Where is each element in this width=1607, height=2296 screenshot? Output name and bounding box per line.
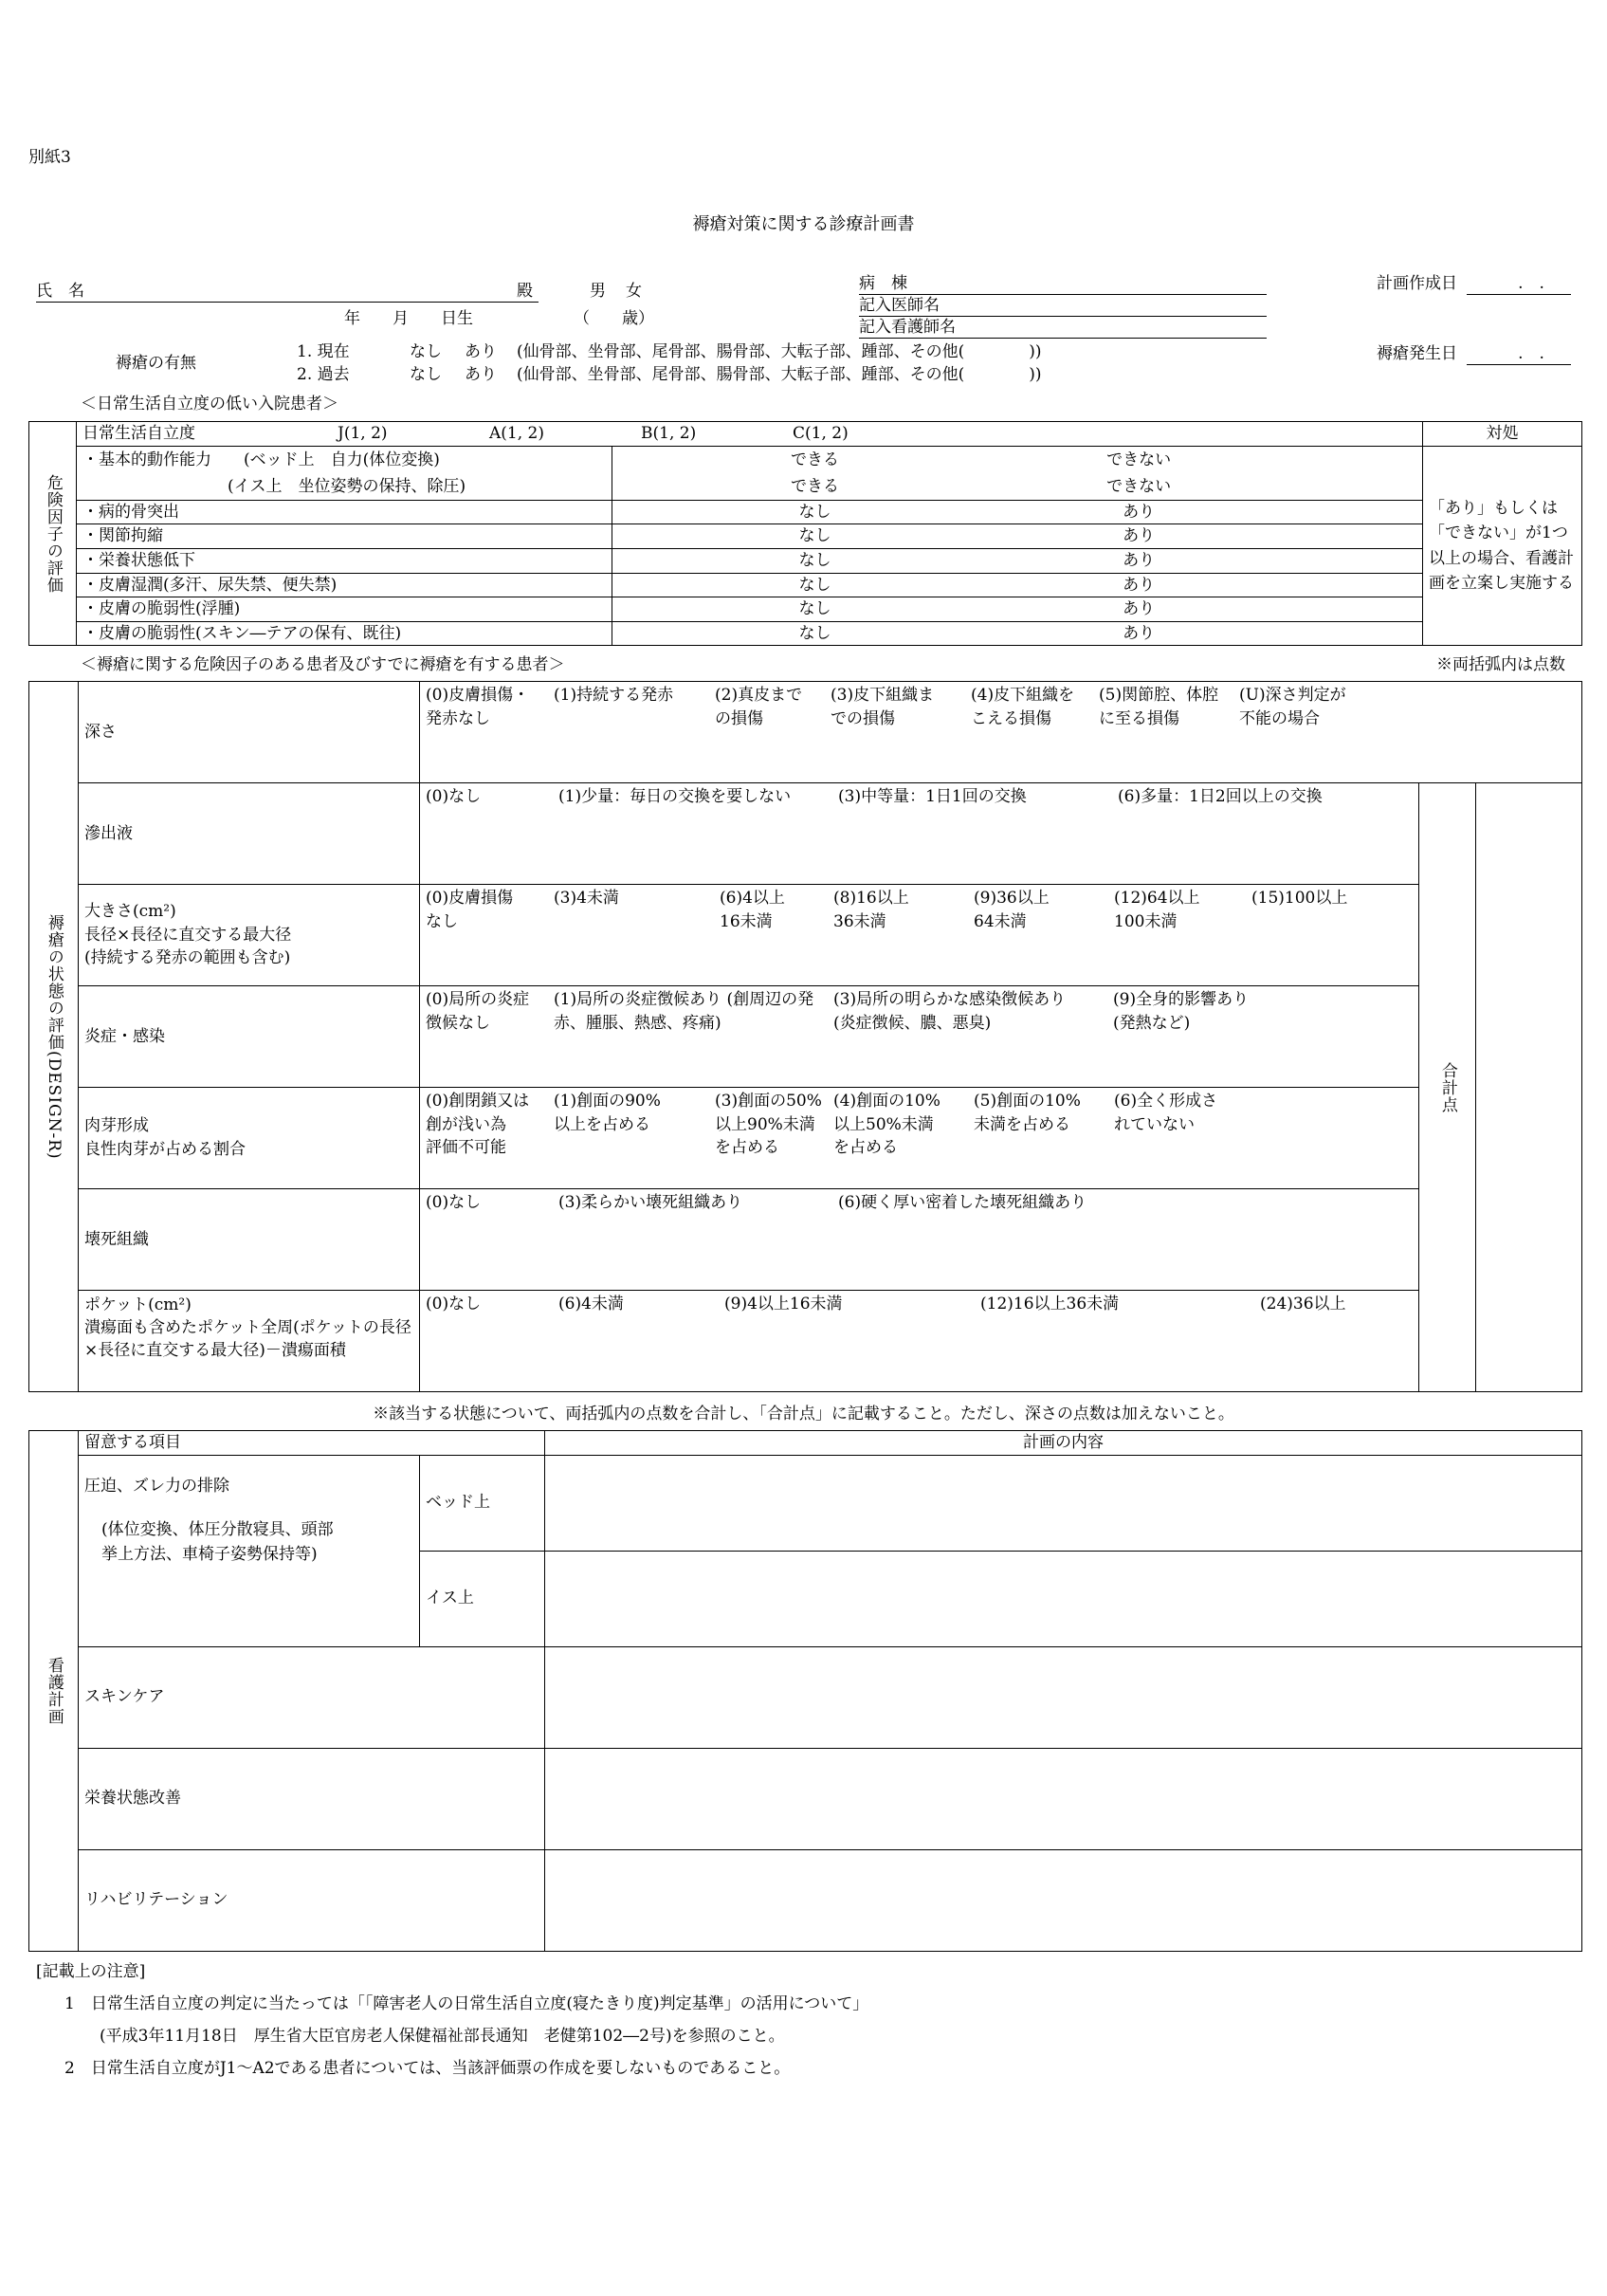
level-c[interactable]: C(1, 2) — [793, 424, 849, 443]
depth-option[interactable]: (0)皮膚損傷・ 発赤なし — [426, 686, 530, 728]
plan-date-field[interactable] — [1467, 294, 1571, 295]
granulation-option[interactable]: (0)創閉鎖又は 創が浅い為 評価不可能 — [426, 1092, 530, 1158]
onset-date-label: 褥瘡発生日 — [1377, 344, 1457, 363]
depth-option[interactable]: (2)真皮まで の損傷 — [715, 686, 803, 728]
chair-label: イス上 — [420, 1551, 545, 1646]
basic-motion-bed-label: ・基本的動作能力 (ベッド上 自力(体位変換) — [82, 450, 440, 469]
depth-option[interactable]: (4)皮下組織を こえる損傷 — [971, 686, 1075, 728]
past-present[interactable]: あり — [465, 365, 497, 384]
exudate-option[interactable]: (0)なし — [426, 787, 482, 806]
inflammation-options — [420, 986, 1419, 1088]
level-b[interactable]: B(1, 2) — [641, 424, 697, 443]
basic-motion-options — [612, 446, 1423, 500]
exudate-option[interactable]: (3)中等量：1日1回の交換 — [838, 787, 1027, 806]
exudate-option[interactable]: (1)少量：毎日の交換を要しない — [558, 787, 792, 806]
bed-label: ベッド上 — [420, 1455, 545, 1551]
exudate-option[interactable]: (6)多量：1日2回以上の交換 — [1118, 787, 1323, 806]
plan-content-header: 計画の内容 — [545, 1431, 1582, 1456]
skin-tear-label: ・皮膚の脆弱性(スキン―テアの保有、既往) — [77, 621, 612, 646]
section1-caption: ＜日常生活自立度の低い入院患者＞ — [81, 395, 338, 413]
action-text: 「あり」もしくは「できない」が1つ以上の場合、看護計画を立案し実施する — [1423, 446, 1582, 646]
necrotic-tissue-label: 壊死組織 — [79, 1189, 420, 1291]
level-a[interactable]: A(1, 2) — [489, 424, 544, 443]
exudate-label: 滲出液 — [79, 783, 420, 885]
design-r-footnote: ※該当する状態について、両括弧内の点数を合計し、「合計点」に記載すること。ただし、深さの点数は加えないこと。 — [373, 1405, 1234, 1424]
granulation-option[interactable]: (4)創面の10% 以上50%未満 を占める — [833, 1092, 940, 1158]
adl-level-label: 日常生活自立度 — [82, 424, 195, 443]
onset-date-field[interactable] — [1467, 364, 1571, 365]
risk-factor-side-label: 危険因子の評価 — [29, 422, 77, 646]
note-2: 2 日常生活自立度がJ1～A2である患者については、当該評価票の作成を要しないものであること。 — [64, 2059, 791, 2078]
granulation-option[interactable]: (5)創面の10% 未満を占める — [974, 1092, 1081, 1134]
design-r-side-label: 褥瘡の状態の評価(DESIGN-R) — [29, 682, 79, 1392]
age-label: （ 歳） — [574, 309, 654, 328]
bone-protrusion-none[interactable]: なし — [798, 502, 831, 522]
nutrition-plan-field[interactable] — [545, 1748, 1582, 1849]
nurse-label: 記入看護師名 — [859, 318, 956, 337]
size-option[interactable]: (6)4以上 16未満 — [720, 889, 785, 931]
name-label: 氏 名 — [36, 282, 84, 301]
depth-option[interactable]: (U)深さ判定が 不能の場合 — [1239, 686, 1346, 728]
joint-contracture-none[interactable]: なし — [798, 526, 831, 546]
sex-female[interactable]: 女 — [626, 282, 642, 301]
level-j[interactable]: J(1, 2) — [338, 424, 388, 443]
necrotic-option[interactable]: (0)なし — [426, 1193, 482, 1212]
depth-option[interactable]: (1)持続する発赤 — [554, 686, 674, 705]
plan-date-label: 計画作成日 — [1377, 274, 1457, 293]
basic-motion-label — [77, 446, 612, 500]
past-none[interactable]: なし — [410, 365, 442, 384]
name-field[interactable] — [36, 302, 539, 303]
section2-note: ※両括弧内は点数 — [1436, 655, 1565, 674]
pocket-option[interactable]: (24)36以上 — [1260, 1295, 1346, 1313]
necrotic-option[interactable]: (6)硬く厚い密着した壊死組織あり — [838, 1193, 1087, 1212]
skin-tear-present[interactable]: あり — [1123, 623, 1156, 643]
depth-label: 深さ — [79, 682, 420, 783]
nutrition-decline-present[interactable]: あり — [1123, 550, 1156, 570]
current-present[interactable]: あり — [465, 342, 497, 361]
skin-fragility-edema-none[interactable]: なし — [798, 599, 831, 619]
current-none[interactable]: なし — [410, 342, 442, 361]
skin-care-label: スキンケア — [79, 1646, 545, 1748]
bed-can[interactable]: できる — [791, 450, 839, 469]
skin-moisture-present[interactable]: あり — [1123, 575, 1156, 595]
inflammation-label: 炎症・感染 — [79, 986, 420, 1088]
necrotic-tissue-options — [420, 1189, 1419, 1291]
size-option[interactable]: (8)16以上 36未満 — [833, 889, 909, 931]
size-options — [420, 885, 1419, 986]
basic-motion-chair-label: (イス上 坐位姿勢の保持、除圧) — [82, 476, 466, 496]
pocket-label: ポケット(cm²) 潰瘍面も含めたポケット全周(ポケットの長径×長径に直交する最大径)－潰瘍面積 — [79, 1291, 420, 1392]
granulation-options — [420, 1088, 1419, 1189]
chair-plan-field[interactable] — [545, 1551, 1582, 1646]
birth-date-label: 年 月 日生 — [344, 309, 473, 328]
section2-caption: ＜褥瘡に関する危険因子のある患者及びすでに褥瘡を有する患者＞ — [81, 655, 565, 674]
exudate-options — [420, 783, 1419, 885]
bed-cannot[interactable]: できない — [1106, 450, 1172, 469]
bed-plan-field[interactable] — [545, 1455, 1582, 1551]
nursing-plan-side-label: 看護計画 — [29, 1431, 79, 1952]
size-option[interactable]: (12)64以上 100未満 — [1114, 889, 1200, 931]
inflammation-option[interactable]: (9)全身的影響あり (発熱など) — [1113, 990, 1250, 1033]
granulation-option[interactable]: (6)全く形成さ れていない — [1114, 1092, 1218, 1134]
nursing-plan-table — [28, 1430, 1582, 1952]
pressure-sore-presence-label: 褥瘡の有無 — [116, 354, 196, 373]
current-sites: (仙骨部、坐骨部、尾骨部、腸骨部、大転子部、踵部、その他( )) — [517, 342, 1042, 361]
joint-contracture-present[interactable]: あり — [1123, 526, 1156, 546]
nutrition-improvement-label: 栄養状態改善 — [79, 1748, 545, 1849]
skin-fragility-edema-present[interactable]: あり — [1123, 599, 1156, 619]
notes-heading: [記載上の注意] — [36, 1962, 146, 1981]
nutrition-decline-label: ・栄養状態低下 — [77, 548, 612, 573]
pocket-option[interactable]: (12)16以上36未満 — [980, 1295, 1120, 1313]
rehabilitation-plan-field[interactable] — [545, 1849, 1582, 1951]
chair-can[interactable]: できる — [791, 476, 839, 496]
size-option[interactable]: (3)4未満 — [554, 889, 619, 908]
pocket-option[interactable]: (6)4未満 — [558, 1295, 624, 1313]
current-label: 1. 現在 — [297, 342, 350, 361]
sex-male[interactable]: 男 — [590, 282, 606, 301]
size-label: 大きさ(cm²) 長径×長径に直交する最大径 (持続する発赤の範囲も含む) — [79, 885, 420, 986]
pressure-relief-sub: (体位変換、体圧分散寝具、頭部 挙上方法、車椅子姿勢保持等) — [101, 1520, 334, 1564]
depth-options — [420, 682, 1582, 783]
size-option[interactable]: (0)皮膚損傷 なし — [426, 889, 514, 931]
chair-cannot[interactable]: できない — [1106, 476, 1172, 496]
attachment-label: 別紙3 — [28, 148, 71, 167]
granulation-label: 肉芽形成 良性肉芽が占める割合 — [79, 1088, 420, 1189]
total-score-label: 合計点 — [1419, 783, 1476, 1392]
pocket-options — [420, 1291, 1419, 1392]
depth-option[interactable]: (5)関節腔、体腔 に至る損傷 — [1099, 686, 1219, 728]
skin-moisture-label: ・皮膚湿潤(多汗、尿失禁、便失禁) — [77, 573, 612, 597]
note-1-continued: (平成3年11月18日 厚生省大臣官房老人保健福祉部長通知 老健第102―2号)を参照のこと。 — [100, 2027, 785, 2046]
adl-level-row — [77, 422, 1423, 447]
action-header: 対処 — [1423, 422, 1582, 447]
bone-protrusion-present[interactable]: あり — [1123, 502, 1156, 522]
items-header: 留意する項目 — [79, 1431, 545, 1456]
skin-care-plan-field[interactable] — [545, 1646, 1582, 1748]
doctor-label: 記入医師名 — [859, 296, 940, 315]
ward-label: 病 棟 — [859, 274, 907, 293]
honorific: 殿 — [517, 282, 533, 301]
design-r-table — [28, 681, 1582, 1392]
granulation-option[interactable]: (1)創面の90% 以上を占める — [554, 1092, 661, 1134]
bone-protrusion-label: ・病的骨突出 — [77, 500, 612, 524]
past-label: 2. 過去 — [297, 365, 350, 384]
size-option[interactable]: (15)100以上 — [1251, 889, 1348, 908]
inflammation-option[interactable]: (3)局所の明らかな感染徴候あり (炎症徴候、膿、悪臭) — [833, 990, 1067, 1033]
granulation-option[interactable]: (3)創面の50% 以上90%未満 を占める — [715, 1092, 822, 1158]
depth-option[interactable]: (3)皮下組織ま での損傷 — [831, 686, 935, 728]
onset-date-dots: . . — [1518, 344, 1544, 363]
pocket-option[interactable]: (9)4以上16未満 — [724, 1295, 843, 1313]
inflammation-option[interactable]: (0)局所の炎症 徴候なし — [426, 990, 530, 1033]
joint-contracture-label: ・関節拘縮 — [77, 524, 612, 549]
nutrition-decline-none[interactable]: なし — [798, 550, 831, 570]
pocket-option[interactable]: (0)なし — [426, 1295, 482, 1313]
plan-date-dots: . . — [1518, 274, 1544, 293]
skin-moisture-none[interactable]: なし — [798, 575, 831, 595]
size-option[interactable]: (9)36以上 64未満 — [974, 889, 1050, 931]
pressure-relief-label: 圧迫、ズレ力の排除 — [84, 1476, 229, 1496]
nurse-field[interactable] — [859, 338, 1267, 339]
inflammation-option[interactable]: (1)局所の炎症徴候あり (創周辺の発赤、腫脹、熱感、疼痛) — [554, 990, 814, 1033]
rehabilitation-label: リハビリテーション — [79, 1849, 545, 1951]
document-title: 褥瘡対策に関する診療計画書 — [692, 214, 915, 234]
past-sites: (仙骨部、坐骨部、尾骨部、腸骨部、大転子部、踵部、その他( )) — [517, 365, 1042, 384]
necrotic-option[interactable]: (3)柔らかい壊死組織あり — [558, 1193, 743, 1212]
note-1: 1 日常生活自立度の判定に当たっては「「障害老人の日常生活自立度(寝たきり度)判定基準」の活用について」 — [64, 1994, 869, 2013]
total-score-field[interactable] — [1476, 783, 1582, 1392]
risk-factor-table — [28, 421, 1582, 646]
pressure-relief-cell — [79, 1455, 420, 1646]
skin-fragility-edema-label: ・皮膚の脆弱性(浮腫) — [77, 597, 612, 622]
skin-tear-none[interactable]: なし — [798, 623, 831, 643]
